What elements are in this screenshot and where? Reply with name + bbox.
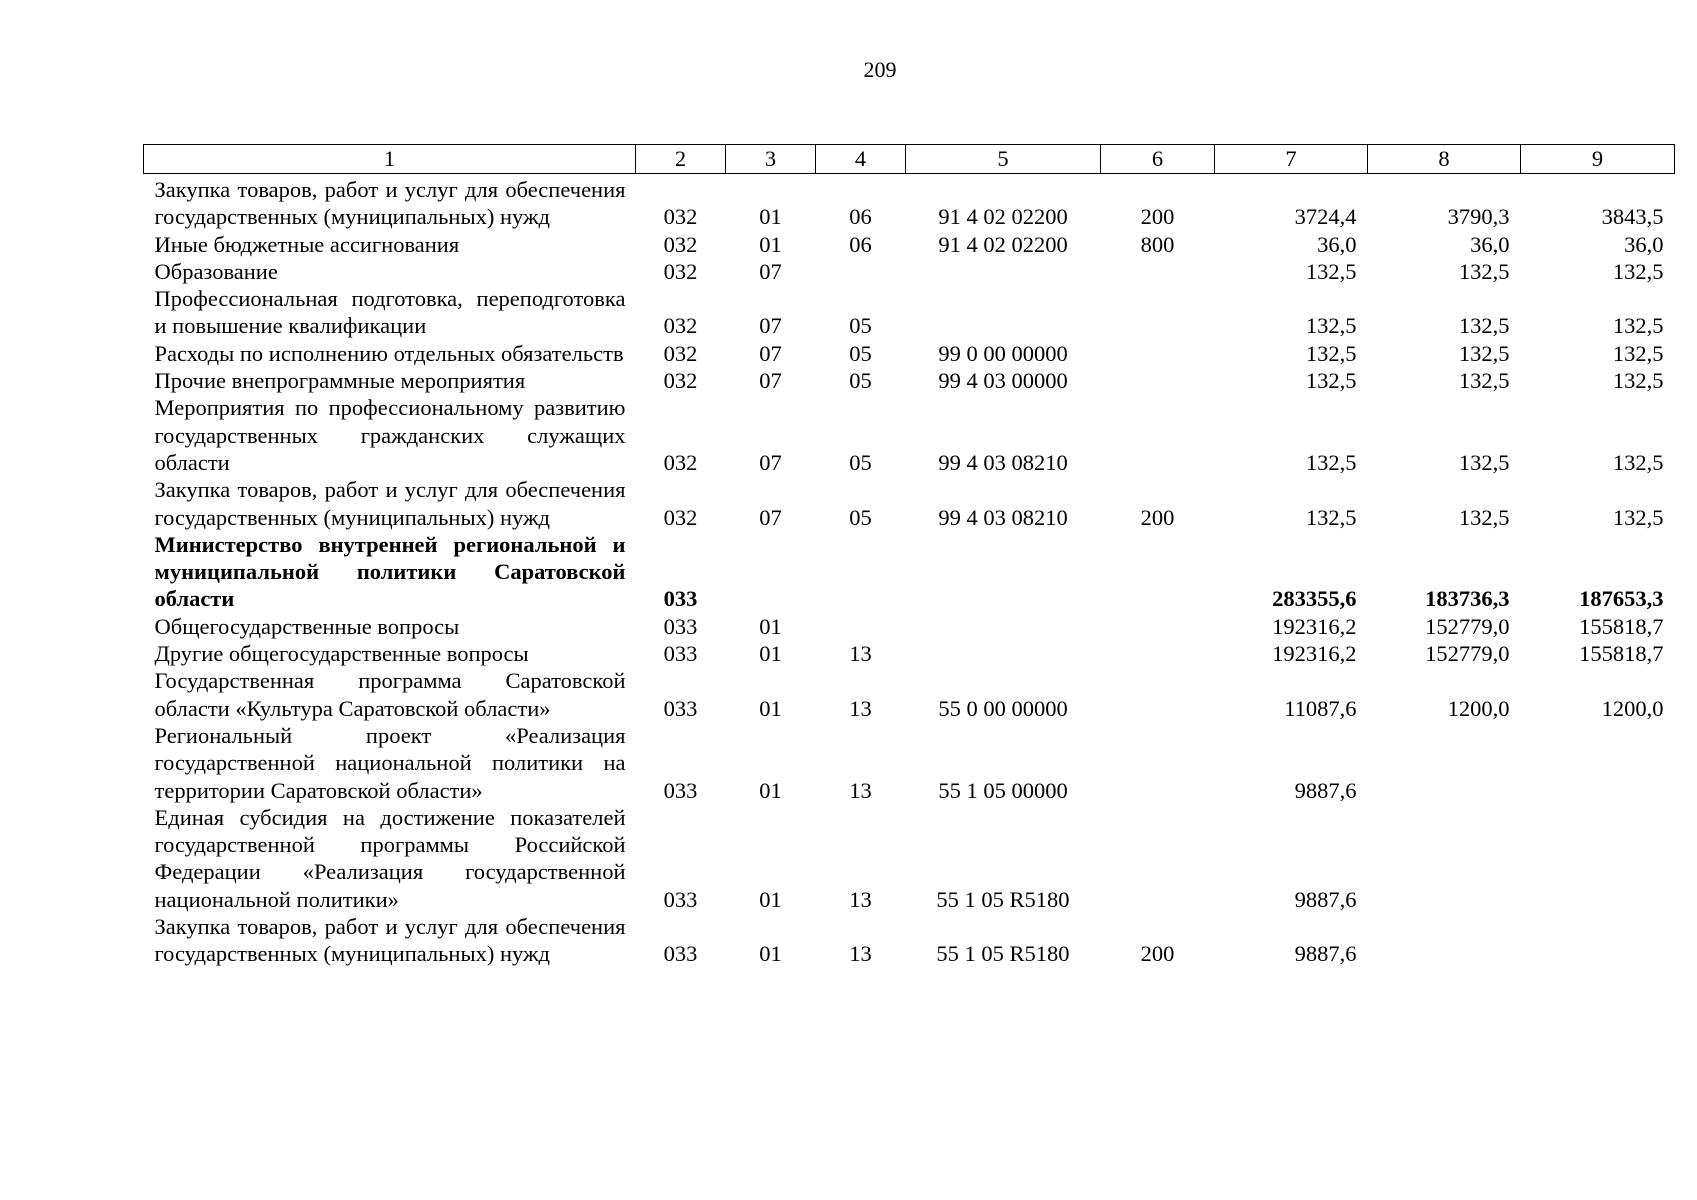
- table-row: [144, 367, 1675, 394]
- table-row: [144, 640, 1675, 667]
- row-sum-col7: 192316,2: [1272, 613, 1357, 639]
- row-ministry-code: 033: [663, 777, 698, 803]
- row-target-code: [906, 258, 1101, 285]
- row-name: Образование: [154, 258, 278, 284]
- row-target-code: 91 4 02 02200: [938, 231, 1068, 257]
- row-sum-col8: 132,5: [1458, 368, 1510, 394]
- row-name: Расходы по исполнению отдельных обязательств: [154, 340, 624, 366]
- header-cell-7: 7: [1215, 145, 1368, 174]
- table-row: [144, 231, 1675, 258]
- row-ministry-code: 032: [663, 449, 698, 475]
- row-subsection-code: 13: [849, 777, 872, 803]
- row-subsection-code: [816, 613, 906, 640]
- row-sum-col8: 132,5: [1458, 449, 1510, 475]
- row-name: Другие общегосударственные вопросы: [154, 641, 529, 667]
- row-sum-col9: 36,0: [1624, 231, 1664, 257]
- row-section-code: 07: [759, 504, 782, 530]
- row-sum-col7: 192316,2: [1272, 641, 1357, 667]
- row-ministry-code: 033: [663, 886, 698, 912]
- row-target-code: 99 4 03 08210: [938, 504, 1068, 530]
- row-sum-col9: 132,5: [1612, 340, 1664, 366]
- header-cell-9: 9: [1521, 145, 1675, 174]
- row-expense-type-code: [1101, 367, 1215, 394]
- page-number: 209: [863, 57, 897, 82]
- row-target-code: [906, 640, 1101, 667]
- row-sum-col9: [1521, 913, 1675, 968]
- row-sum-col8: 152779,0: [1425, 641, 1510, 667]
- table-row: [144, 285, 1675, 340]
- table-row: [144, 340, 1675, 367]
- header-cell-1: 1: [144, 145, 636, 174]
- row-expense-type-code: [1101, 285, 1215, 340]
- row-target-code: 99 4 03 00000: [938, 368, 1068, 394]
- row-section-code: 01: [759, 613, 782, 639]
- row-sum-col8: 132,5: [1458, 340, 1510, 366]
- row-ministry-code: 033: [663, 641, 698, 667]
- row-ministry-code: 032: [663, 504, 698, 530]
- row-name: Государственная программа Саратовской области «Культура Саратовской области»: [154, 668, 626, 721]
- row-subsection-code: [816, 531, 906, 613]
- row-ministry-code: 033: [663, 586, 698, 612]
- row-sum-col7: 9887,6: [1294, 941, 1357, 967]
- row-section-code: 01: [759, 641, 782, 667]
- row-name: Профессиональная подготовка, переподготовка и повышение квалификации: [154, 286, 626, 339]
- row-expense-type-code: 800: [1140, 231, 1175, 257]
- table-row: [144, 258, 1675, 285]
- row-expense-type-code: [1101, 804, 1215, 913]
- header-cell-5: 5: [906, 145, 1101, 174]
- row-expense-type-code: [1101, 667, 1215, 722]
- row-subsection-code: 06: [849, 231, 872, 257]
- row-subsection-code: 06: [849, 204, 872, 230]
- row-target-code: 99 4 03 08210: [938, 449, 1068, 475]
- row-ministry-code: 032: [663, 313, 698, 339]
- row-section-code: 07: [759, 368, 782, 394]
- row-sum-col9: 1200,0: [1601, 695, 1664, 721]
- row-target-code: 99 0 00 00000: [938, 340, 1068, 366]
- row-sum-col8: 3790,3: [1447, 204, 1510, 230]
- row-expense-type-code: [1101, 258, 1215, 285]
- row-sum-col8: 132,5: [1458, 258, 1510, 284]
- row-name: Единая субсидия на достижение показателей государственной программы Российской Федерации «Реализация государственной национальной политики»: [154, 804, 626, 912]
- row-ministry-code: 032: [663, 204, 698, 230]
- row-sum-col7: 11087,6: [1284, 695, 1357, 721]
- header-cell-6: 6: [1101, 145, 1215, 174]
- row-target-code: 55 1 05 R5180: [936, 941, 1070, 967]
- table-row: [144, 394, 1675, 476]
- table-row: [144, 476, 1675, 531]
- row-subsection-code: 05: [849, 368, 872, 394]
- row-sum-col7: 132,5: [1305, 449, 1357, 475]
- row-expense-type-code: [1101, 640, 1215, 667]
- table-row: [144, 722, 1675, 804]
- row-subsection-code: 13: [849, 695, 872, 721]
- row-expense-type-code: [1101, 722, 1215, 804]
- header-cell-3: 3: [726, 145, 816, 174]
- row-name: Региональный проект «Реализация государственной национальной политики на территории Саратовской области»: [154, 722, 626, 803]
- row-expense-type-code: 200: [1140, 941, 1175, 967]
- row-ministry-code: 033: [663, 695, 698, 721]
- row-subsection-code: 13: [849, 886, 872, 912]
- row-target-code: [906, 285, 1101, 340]
- row-section-code: 01: [759, 695, 782, 721]
- row-sum-col9: 132,5: [1612, 449, 1664, 475]
- row-sum-col8: [1368, 804, 1521, 913]
- row-subsection-code: 13: [849, 641, 872, 667]
- table-row: [144, 613, 1675, 640]
- row-target-code: 91 4 02 02200: [938, 204, 1068, 230]
- row-sum-col9: [1521, 804, 1675, 913]
- row-sum-col7: 132,5: [1305, 258, 1357, 284]
- row-sum-col8: 132,5: [1458, 504, 1510, 530]
- row-subsection-code: 05: [849, 313, 872, 339]
- row-sum-col9: 132,5: [1612, 368, 1664, 394]
- row-target-code: 55 0 00 00000: [938, 695, 1068, 721]
- row-ministry-code: 032: [663, 340, 698, 366]
- row-sum-col9: 155818,7: [1579, 641, 1664, 667]
- row-expense-type-code: [1101, 613, 1215, 640]
- table-row: [144, 804, 1675, 913]
- row-sum-col7: 9887,6: [1294, 886, 1357, 912]
- row-sum-col8: 183736,3: [1425, 586, 1510, 612]
- row-section-code: 07: [759, 313, 782, 339]
- row-ministry-code: 033: [663, 941, 698, 967]
- table-row: [144, 531, 1675, 613]
- budget-table: [143, 144, 1675, 968]
- row-name: Прочие внепрограммные мероприятия: [154, 368, 526, 394]
- row-target-code: [906, 531, 1101, 613]
- table-body: [144, 174, 1675, 968]
- row-section-code: 07: [759, 258, 782, 284]
- row-section-code: 01: [759, 941, 782, 967]
- row-sum-col7: 132,5: [1305, 313, 1357, 339]
- row-sum-col8: 132,5: [1458, 313, 1510, 339]
- row-subsection-code: 05: [849, 504, 872, 530]
- row-section-code: 01: [759, 886, 782, 912]
- header-cell-4: 4: [816, 145, 906, 174]
- row-expense-type-code: 200: [1140, 204, 1175, 230]
- row-sum-col7: 283355,6: [1272, 586, 1357, 612]
- row-sum-col8: [1368, 722, 1521, 804]
- row-subsection-code: [816, 258, 906, 285]
- table-header: [144, 145, 1675, 174]
- row-ministry-code: 032: [663, 231, 698, 257]
- row-subsection-code: 13: [849, 941, 872, 967]
- row-sum-col8: [1368, 913, 1521, 968]
- row-sum-col8: 1200,0: [1447, 695, 1510, 721]
- row-sum-col9: 187653,3: [1579, 586, 1664, 612]
- row-expense-type-code: [1101, 340, 1215, 367]
- row-section-code: 01: [759, 204, 782, 230]
- row-target-code: 55 1 05 00000: [938, 777, 1068, 803]
- row-sum-col8: 36,0: [1470, 231, 1510, 257]
- row-expense-type-code: [1101, 394, 1215, 476]
- table-row: [144, 913, 1675, 968]
- row-section-code: [726, 531, 816, 613]
- row-name: Закупка товаров, работ и услуг для обеспечения государственных (муниципальных) нужд: [154, 177, 626, 230]
- row-section-code: 01: [759, 777, 782, 803]
- row-ministry-code: 033: [663, 613, 698, 639]
- header-cell-2: 2: [636, 145, 726, 174]
- row-ministry-code: 032: [663, 368, 698, 394]
- row-subsection-code: 05: [849, 340, 872, 366]
- row-expense-type-code: [1101, 531, 1215, 613]
- row-target-code: 55 1 05 R5180: [936, 886, 1070, 912]
- row-name: Мероприятия по профессиональному развитию государственных гражданских служащих области: [154, 395, 626, 475]
- row-target-code: [906, 613, 1101, 640]
- row-ministry-code: 032: [663, 258, 698, 284]
- row-name: Закупка товаров, работ и услуг для обеспечения государственных (муниципальных) нужд: [154, 477, 626, 530]
- row-sum-col9: 132,5: [1612, 258, 1664, 284]
- row-sum-col9: 132,5: [1612, 313, 1664, 339]
- row-sum-col7: 9887,6: [1294, 777, 1357, 803]
- row-sum-col7: 132,5: [1305, 504, 1357, 530]
- row-name: Закупка товаров, работ и услуг для обеспечения государственных (муниципальных) нужд: [154, 914, 626, 967]
- row-section-code: 07: [759, 340, 782, 366]
- row-name: Общегосударственные вопросы: [154, 613, 460, 639]
- row-expense-type-code: 200: [1140, 504, 1175, 530]
- header-row: [144, 145, 1675, 174]
- row-name: Иные бюджетные ассигнования: [154, 231, 460, 257]
- header-cell-8: 8: [1368, 145, 1521, 174]
- row-sum-col9: [1521, 722, 1675, 804]
- row-sum-col9: 155818,7: [1579, 613, 1664, 639]
- row-sum-col9: 132,5: [1612, 504, 1664, 530]
- row-sum-col7: 3724,4: [1294, 204, 1357, 230]
- row-sum-col9: 3843,5: [1601, 204, 1664, 230]
- table-row: [144, 174, 1675, 231]
- row-sum-col7: 36,0: [1317, 231, 1357, 257]
- row-section-code: 07: [759, 449, 782, 475]
- row-subsection-code: 05: [849, 449, 872, 475]
- row-sum-col7: 132,5: [1305, 340, 1357, 366]
- row-sum-col7: 132,5: [1305, 368, 1357, 394]
- row-sum-col8: 152779,0: [1425, 613, 1510, 639]
- row-section-code: 01: [759, 231, 782, 257]
- row-name: Министерство внутренней региональной и муниципальной политики Саратовской области: [154, 531, 626, 612]
- table-row: [144, 667, 1675, 722]
